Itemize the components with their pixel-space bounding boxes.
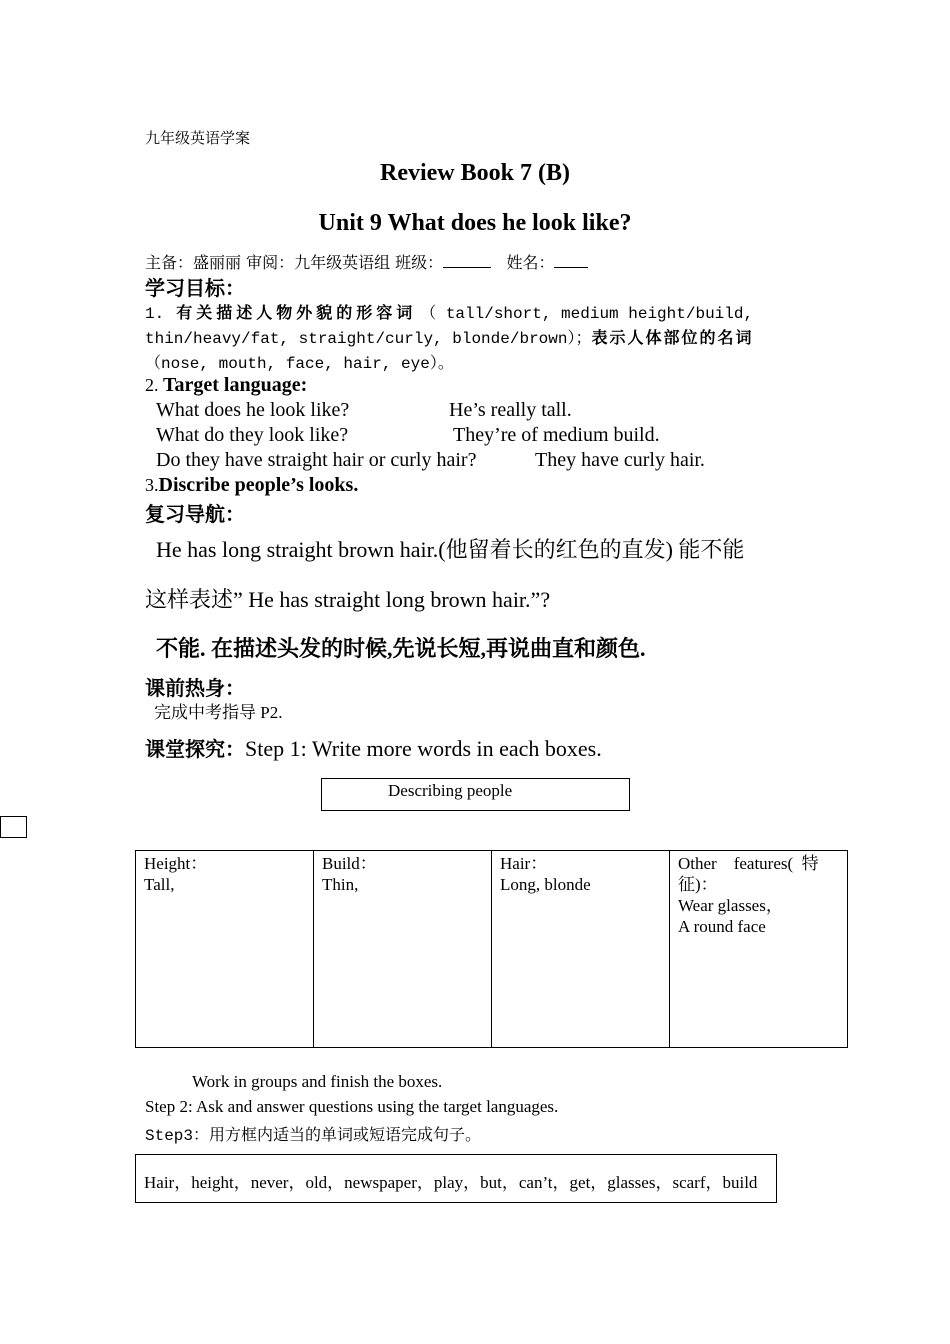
meta-prefix: 主备：盛丽丽 审阅：九年级英语组 班级： — [145, 253, 444, 272]
other-features-cell[interactable]: Other features( 特 征)： Wear glasses， A round face — [670, 851, 848, 1048]
warmup-heading: 课前热身： — [145, 676, 245, 700]
objective-1-bold: 有关描述人物外貌的形容词 — [176, 303, 417, 322]
lang-a1: He’s really tall. — [449, 399, 572, 421]
lang-q2: What do they look like? — [156, 424, 349, 446]
features-table — [135, 850, 848, 1048]
lang-q3: Do they have straight hair or curly hair? — [156, 449, 477, 471]
describing-people-box — [321, 778, 630, 811]
name-label: 姓名： — [491, 253, 555, 272]
guide-answer: 不能. 在描述头发的时候,先说长短,再说曲直和颜色. — [156, 636, 646, 661]
unit-title: Unit 9 What does he look like? — [318, 210, 632, 236]
lang-a2: They’re of medium build. — [453, 424, 660, 446]
build-cell[interactable]: Build： Thin, — [314, 851, 492, 1048]
guide-heading: 复习导航： — [145, 502, 245, 526]
word-bank-box — [135, 1154, 777, 1203]
table-row — [136, 851, 848, 1048]
doc-label: 九年级英语学案 — [145, 129, 251, 147]
objective-1-line3: （nose, mouth, face, hair, eye）。 — [145, 355, 454, 373]
warmup-text: 完成中考指导 P2. — [154, 703, 283, 722]
work-groups-text: Work in groups and finish the boxes. — [192, 1072, 443, 1091]
describe-looks: Discribe people’s looks. — [158, 474, 359, 496]
explore-line — [145, 733, 602, 762]
hair-cell[interactable]: Hair： Long, blonde — [492, 851, 670, 1048]
target-language-heading: Target language: — [163, 374, 308, 396]
objective-1-bold2: 表示人体部位的名词 — [591, 328, 754, 347]
objective-1-words: （ tall/short, medium height/build, — [420, 305, 754, 323]
step2-text: Step 2: Ask and answer questions using the target languages. — [145, 1097, 559, 1116]
name-blank[interactable] — [554, 253, 588, 268]
explore-heading: 课堂探究： — [145, 737, 245, 761]
step1-text: Step 1: Write more words in each boxes. — [245, 736, 602, 761]
page-title: Review Book 7 (B) — [380, 160, 570, 186]
objective-1-line2: thin/heavy/fat, straight/curly, blonde/brown）；表示人体部位的名词 — [145, 328, 754, 348]
describing-people-label: Describing people — [388, 781, 513, 800]
margin-marker-box — [0, 816, 27, 838]
step3-text: Step3：用方框内适当的单词或短语完成句子。 — [145, 1127, 482, 1145]
guide-question-line1: He has long straight brown hair.(他留着长的红色的直发) 能不能 — [156, 537, 745, 562]
lang-q1: What does he look like? — [156, 399, 350, 421]
objective-2: 2. Target language: — [145, 374, 308, 396]
class-blank[interactable] — [443, 253, 491, 268]
meta-line — [145, 250, 588, 273]
height-cell[interactable]: Height： Tall, — [136, 851, 314, 1048]
objectives-heading: 学习目标： — [145, 276, 245, 300]
word-bank-text: Hair，height，never，old，newspaper，play，but，can’t，get，glasses，scarf，build — [144, 1173, 758, 1192]
lang-a3: They have curly hair. — [535, 449, 705, 471]
guide-question-line2: 这样表述” He has straight long brown hair.”? — [145, 587, 551, 612]
objective-3: 3.Discribe people’s looks. — [145, 474, 359, 496]
objective-1-line1: 1. 有关描述人物外貌的形容词 （ tall/short, medium height/build, — [145, 303, 754, 323]
